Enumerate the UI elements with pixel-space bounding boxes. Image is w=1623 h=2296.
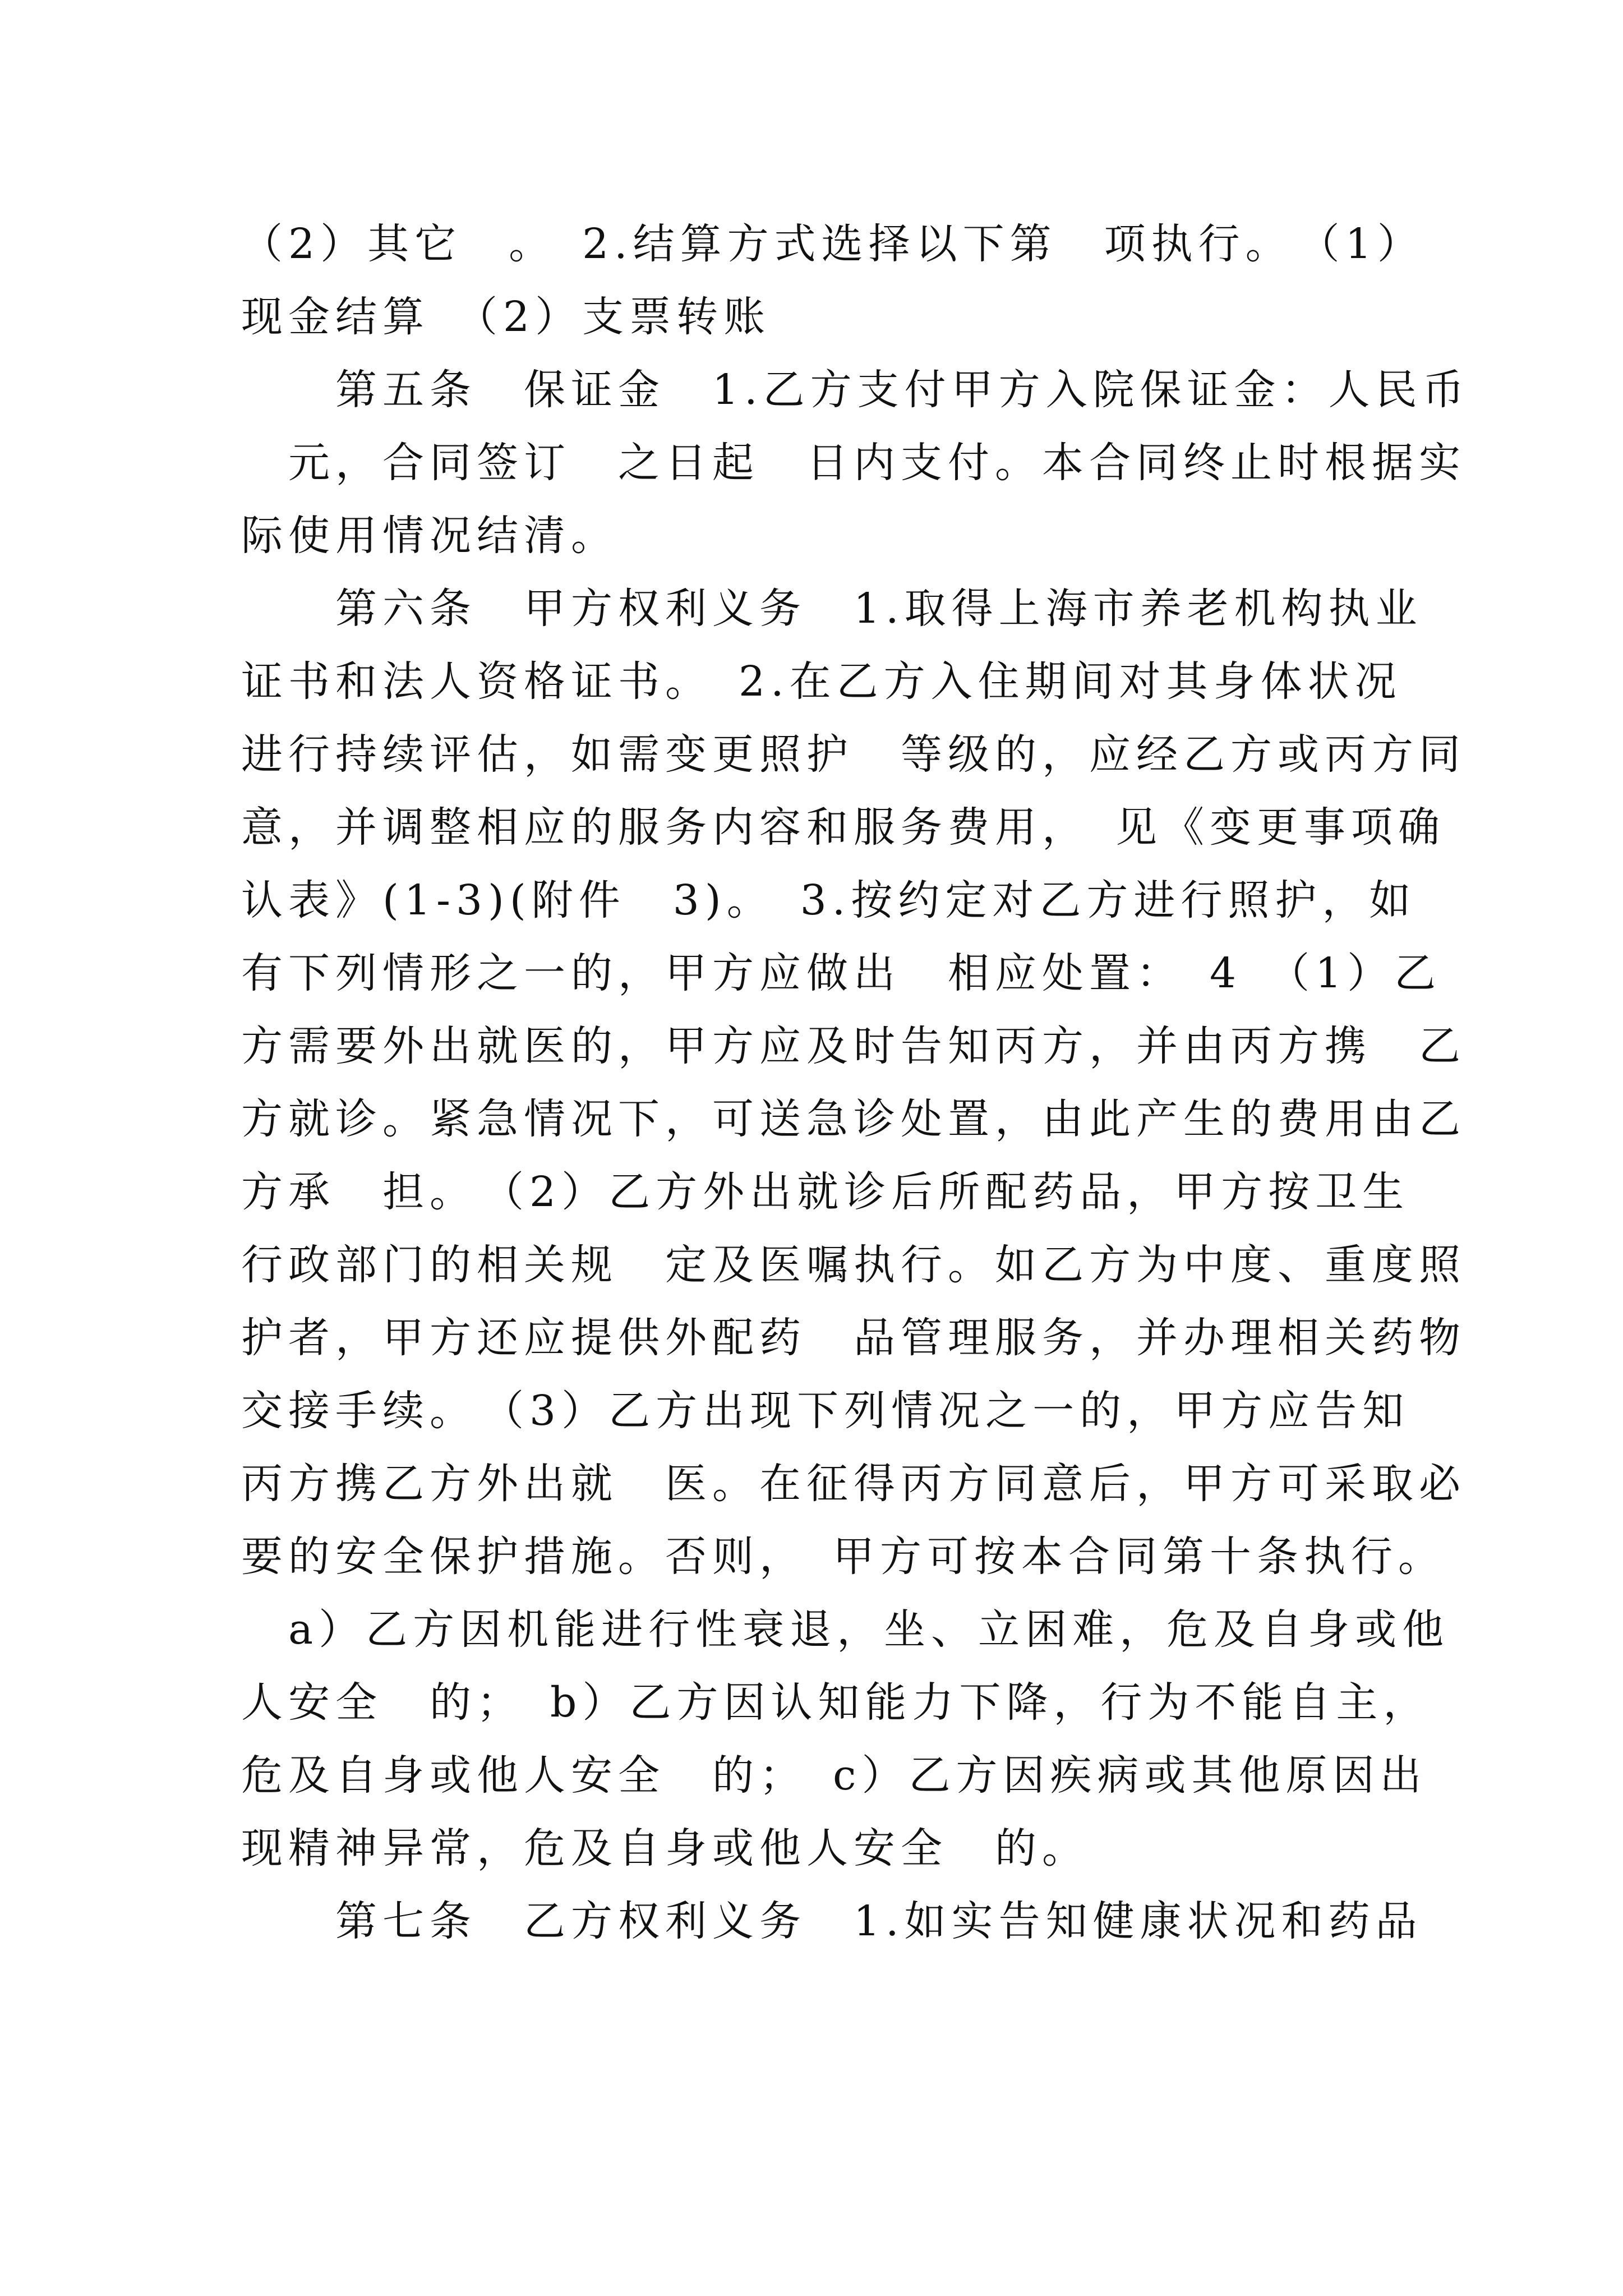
text-line: 证书和法人资格证书。 2.在乙方入住期间对其身体状况 xyxy=(241,657,1402,706)
text-line: 人安全 的； b）乙方因认知能力下降，行为不能自主， xyxy=(241,1678,1431,1727)
text-line: 第七条 乙方权利义务 1.如实告知健康状况和药品 xyxy=(241,1897,1423,1945)
text-line: 丙方携乙方外出就 医。在征得丙方同意后，甲方可采取必 xyxy=(241,1460,1466,1508)
text-line: 方就诊。紧急情况下，可送急诊处置，由此产生的费用由乙 xyxy=(241,1095,1466,1143)
text-line: 行政部门的相关规 定及医嘱执行。如乙方为中度、重度照 xyxy=(241,1241,1466,1289)
text-line: 现精神异常，危及自身或他人安全 的。 xyxy=(241,1824,1089,1872)
text-line: 方承 担。 （2）乙方外出就诊后所配药品，甲方按卫生 xyxy=(241,1168,1410,1216)
text-line: 意，并调整相应的服务内容和服务费用， 见《变更事项确 xyxy=(241,803,1445,852)
text-line: 要的安全保护措施。否则， 甲方可按本合同第十条执行。 xyxy=(241,1533,1445,1581)
text-line: 方需要外出就医的，甲方应及时告知丙方，并由丙方携 乙 xyxy=(241,1022,1466,1070)
text-line: 危及自身或他人安全 的； c）乙方因疾病或其他原因出 xyxy=(241,1751,1427,1800)
text-line: 元，合同签订 之日起 日内支付。本合同终止时根据实 xyxy=(241,439,1466,487)
text-line: 交接手续。 （3）乙方出现下列情况之一的，甲方应告知 xyxy=(241,1387,1410,1435)
text-line: 认表》(1-3)(附件 3)。 3.按约定对乙方进行照护，如 xyxy=(241,876,1417,924)
text-line: 第六条 甲方权利义务 1.取得上海市养老机构执业 xyxy=(241,585,1423,633)
text-line: 第五条 保证金 1.乙方支付甲方入院保证金：人民币 xyxy=(241,366,1470,414)
text-line: 护者，甲方还应提供外配药 品管理服务，并办理相关药物 xyxy=(241,1314,1466,1362)
document-body xyxy=(241,208,1470,1958)
text-line: （2）其它 。 2.结算方式选择以下第 项执行。 （1） xyxy=(241,220,1424,268)
text-line: a）乙方因机能进行性衰退，坐、立困难，危及自身或他 xyxy=(241,1605,1450,1654)
text-line: 际使用情况结清。 xyxy=(241,512,618,560)
text-line: 有下列情形之一的，甲方应做出 相应处置： 4 （1）乙 xyxy=(241,949,1442,997)
text-line: 进行持续评估，如需变更照护 等级的，应经乙方或丙方同 xyxy=(241,730,1466,779)
text-line: 现金结算 （2）支票转账 xyxy=(241,293,771,341)
